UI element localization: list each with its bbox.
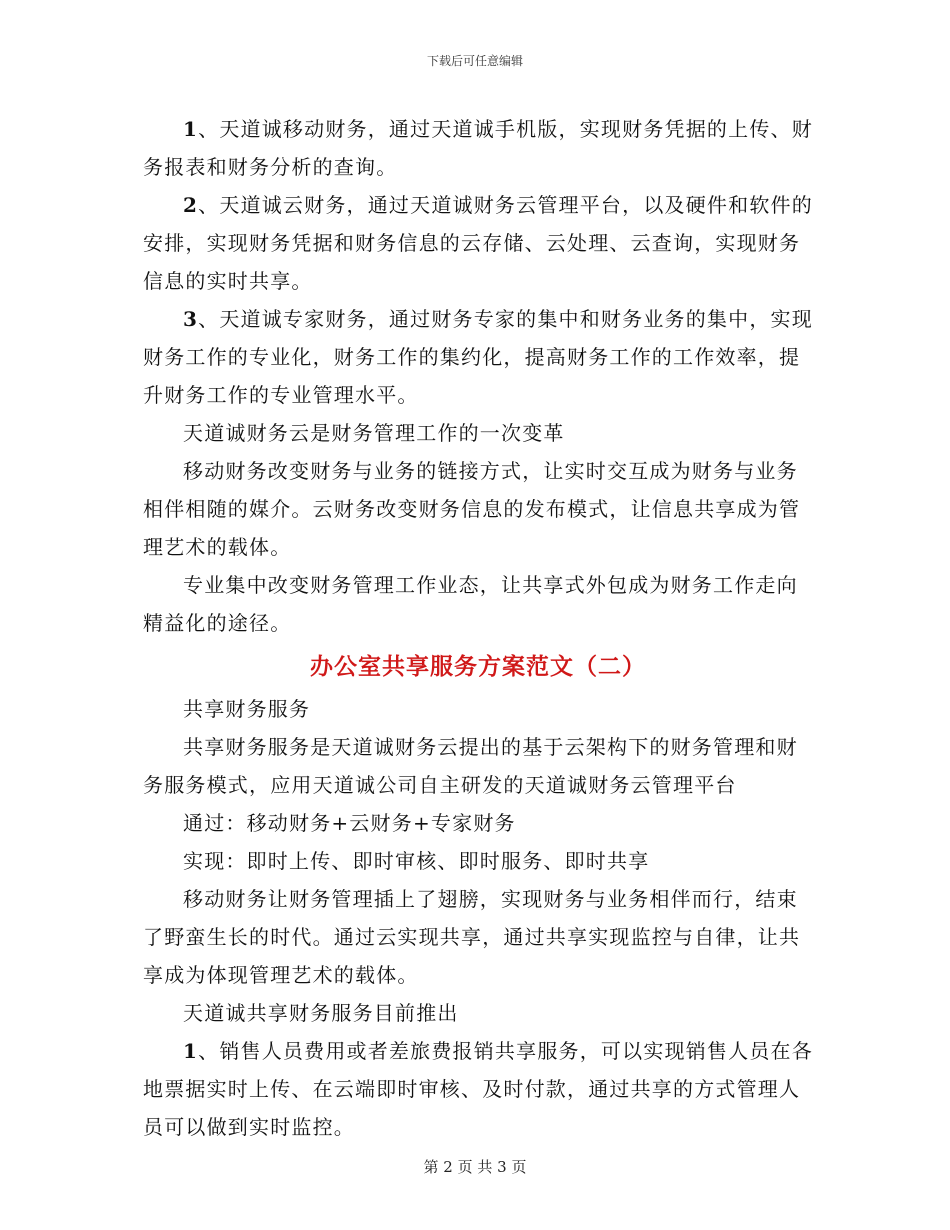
item-number: 3 bbox=[183, 307, 199, 331]
paragraph: 实现：即时上传、即时审核、即时服务、即时共享 bbox=[183, 849, 650, 873]
item-number: 2 bbox=[183, 193, 199, 217]
item-number: 1 bbox=[183, 1039, 199, 1063]
paragraph: 天道诚财务云是财务管理工作的一次变革 bbox=[183, 421, 565, 445]
paragraph: 移动财务改变财务与业务的链接方式，让实时交互成为财务与业务相伴相随的媒介。云财务改变财务信息的发布模式，让信息共享成为管理艺术的载体。 bbox=[143, 459, 801, 559]
paragraph: 移动财务让财务管理插上了翅膀，实现财务与业务相伴而行，结束了野蛮生长的时代。通过云实现共享，通过共享实现监控与自律，让共享成为体现管理艺术的载体。 bbox=[143, 887, 801, 987]
page-footer: 第 2 页 共 3 页 bbox=[423, 1158, 527, 1176]
paragraph: 通过：移动财务+云财务+专家财务 bbox=[183, 811, 516, 835]
list-item-3 bbox=[143, 300, 813, 414]
section-title: 办公室共享服务方案范文（二） bbox=[310, 653, 646, 680]
item-text: 、天道诚移动财务，通过天道诚手机版，实现财务凭据的上传、财务报表和财务分析的查询。 bbox=[143, 117, 813, 179]
paragraph: 共享财务服务 bbox=[183, 697, 311, 721]
paragraph: 专业集中改变财务管理工作业态，让共享式外包成为财务工作走向精益化的途径。 bbox=[143, 573, 798, 635]
item-text: 、天道诚专家财务，通过财务专家的集中和财务业务的集中，实现财务工作的专业化，财务工作的集约化，提高财务工作的工作效率，提升财务工作的专业管理水平。 bbox=[143, 307, 813, 407]
item-text: 、天道诚云财务，通过天道诚财务云管理平台，以及硬件和软件的安排，实现财务凭据和财务信息的云存储、云处理、云查询，实现财务信息的实时共享。 bbox=[143, 193, 813, 293]
document-body bbox=[143, 110, 813, 1146]
list-item-1 bbox=[143, 110, 813, 186]
item-text: 、销售人员费用或者差旅费报销共享服务，可以实现销售人员在各地票据实时上传、在云端即时审核、及时付款，通过共享的方式管理人员可以做到实时监控。 bbox=[143, 1039, 813, 1139]
list-item-1 bbox=[143, 1032, 813, 1146]
paragraph: 天道诚共享财务服务目前推出 bbox=[183, 1001, 459, 1025]
list-item-2 bbox=[143, 186, 813, 300]
item-number: 1 bbox=[183, 117, 199, 141]
paragraph: 共享财务服务是天道诚财务云提出的基于云架构下的财务管理和财务服务模式，应用天道诚公司自主研发的天道诚财务云管理平台 bbox=[143, 735, 798, 797]
page-header: 下载后可任意编辑 bbox=[426, 54, 523, 68]
